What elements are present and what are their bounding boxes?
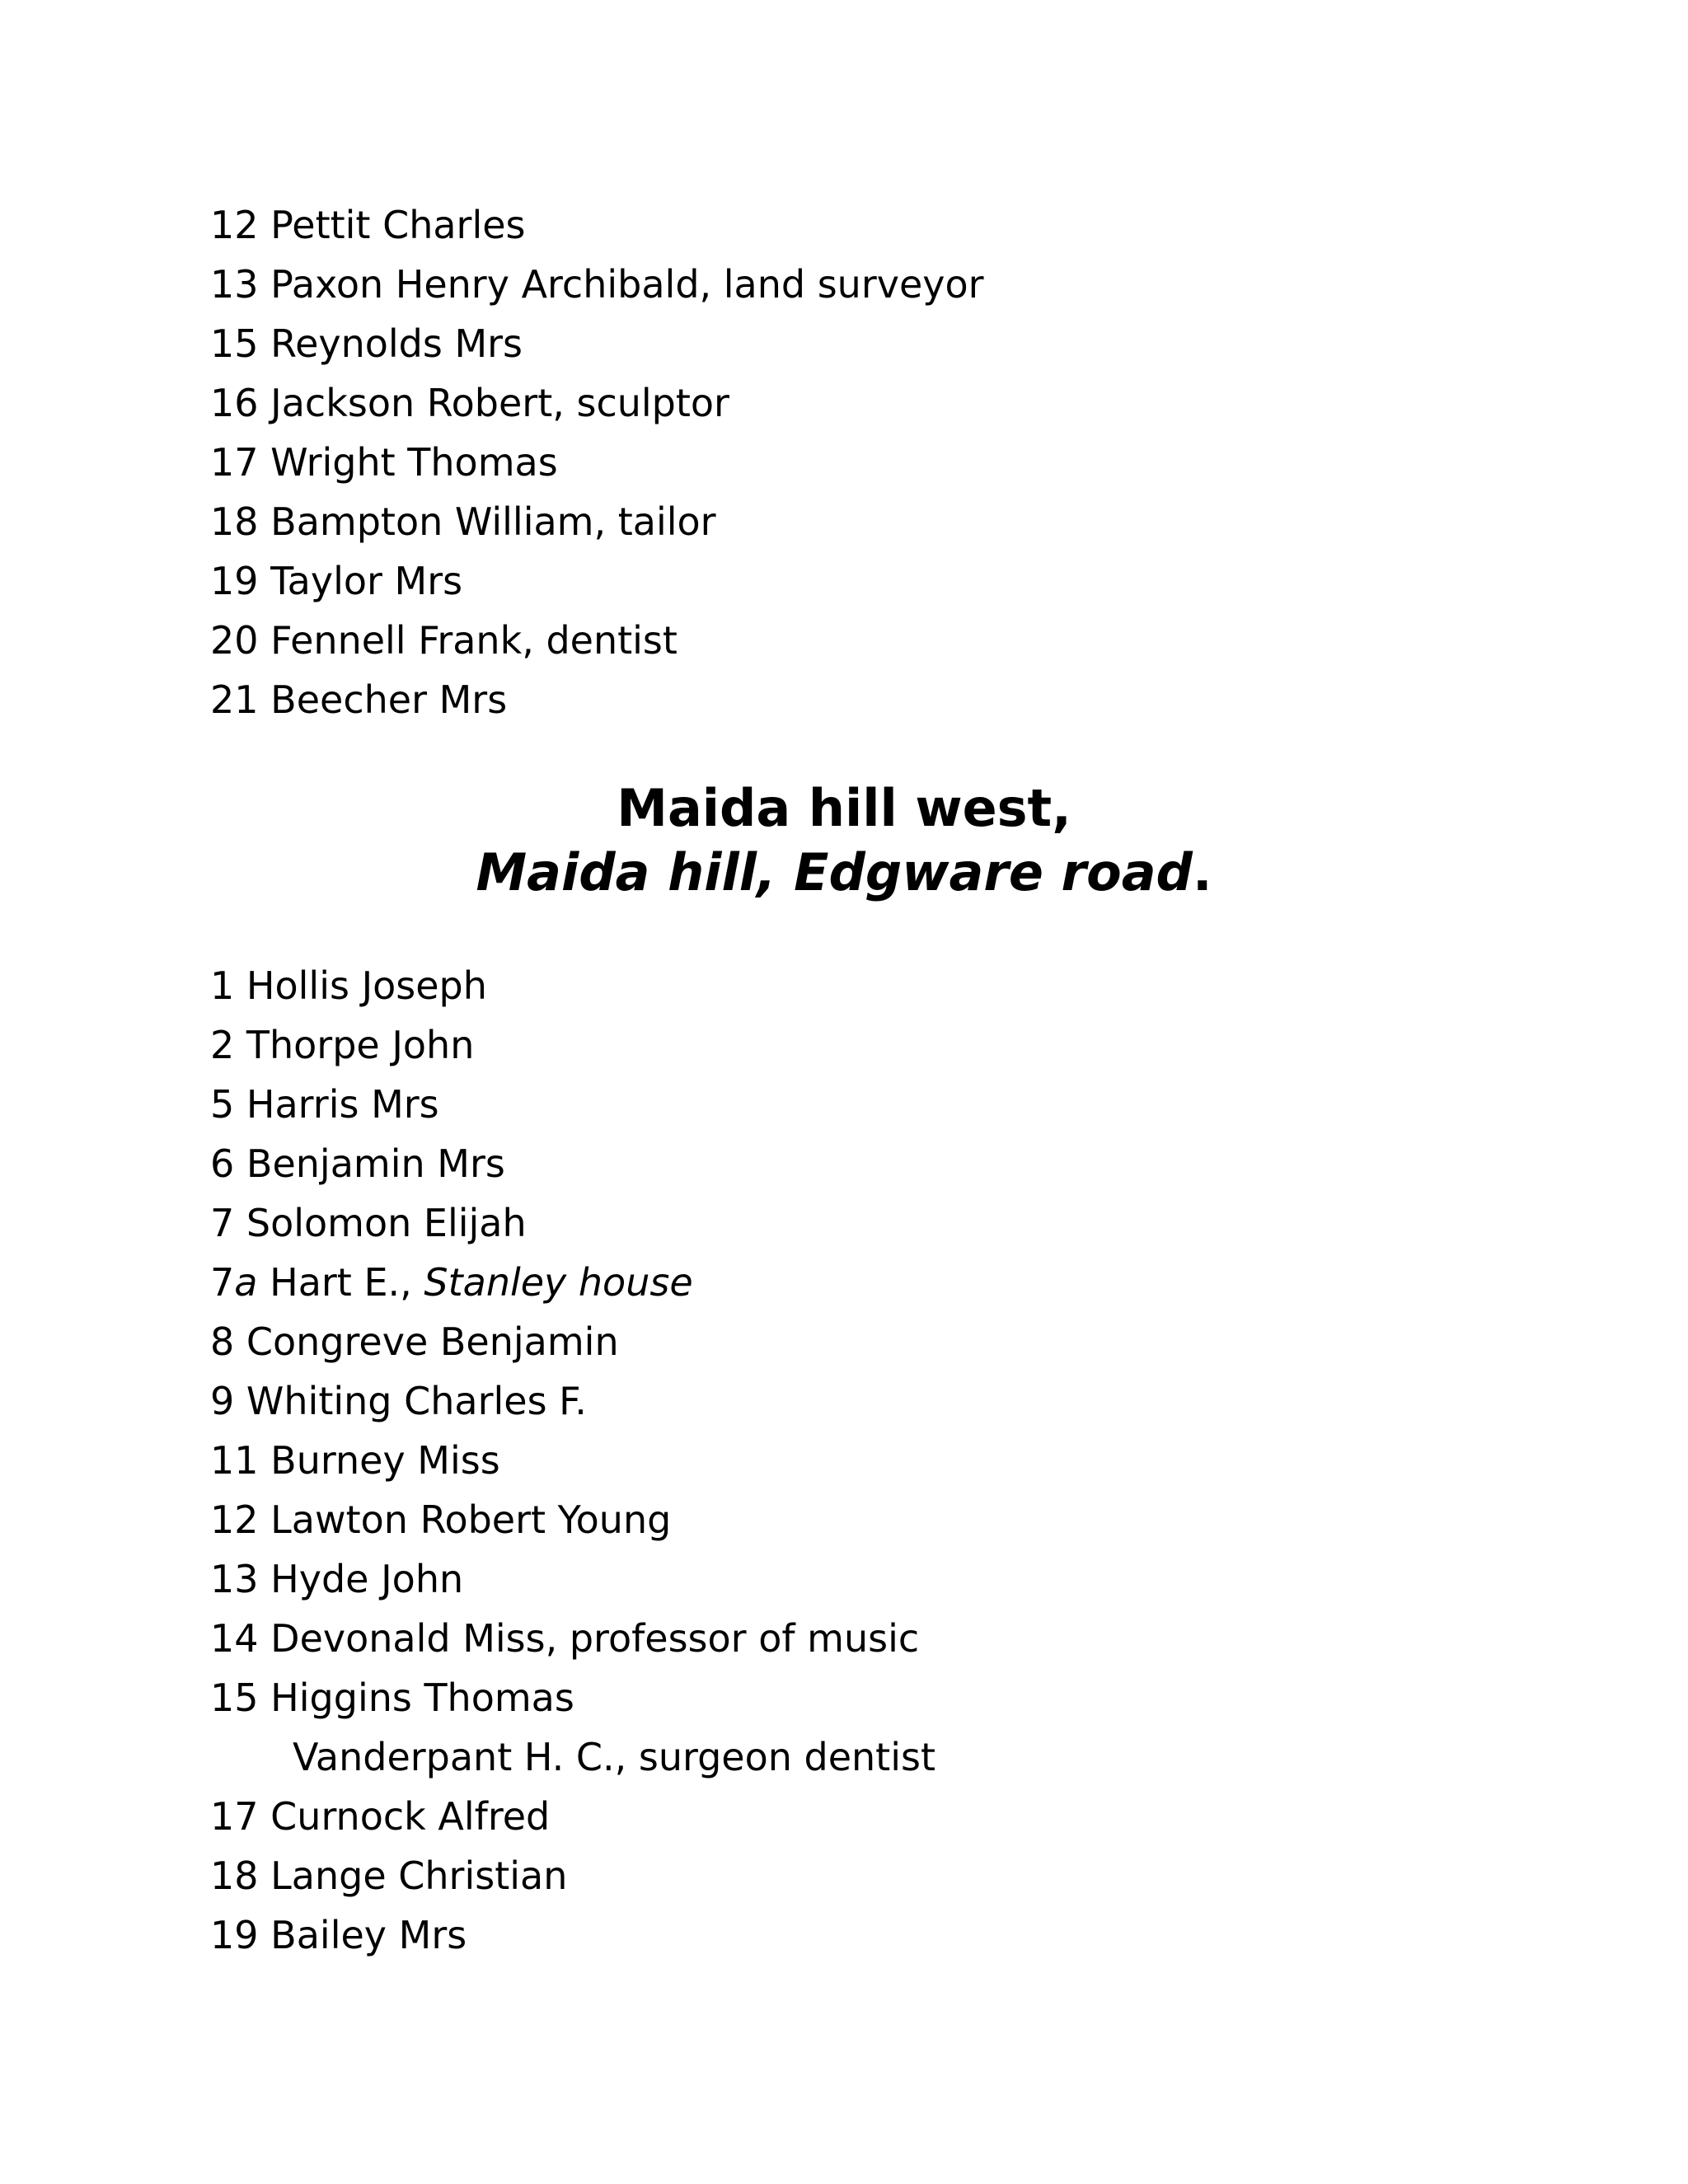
resident-name: Hart E.,	[270, 1260, 424, 1305]
house-number: 13	[210, 262, 259, 307]
list-item	[210, 314, 984, 373]
list-item	[210, 1015, 935, 1075]
house-number: 17	[210, 1794, 259, 1839]
list-item	[210, 1549, 935, 1609]
house-number: 2	[210, 1023, 235, 1067]
list-item	[210, 551, 984, 611]
list-item	[210, 1846, 935, 1905]
resident-name: Pettit Charles	[270, 203, 526, 247]
resident-name: Paxon Henry Archibald, land surveyor	[270, 262, 984, 307]
house-number: 20	[210, 618, 259, 663]
resident-name: Benjamin Mrs	[246, 1141, 505, 1186]
house-number-suffix: a	[234, 1260, 258, 1305]
resident-name: Bailey Mrs	[270, 1913, 467, 1957]
resident-name: Solomon Elijah	[246, 1201, 527, 1245]
list-item	[210, 195, 984, 255]
list-item	[210, 1905, 935, 1965]
list-item-continuation	[210, 1727, 935, 1787]
resident-name: Reynolds Mrs	[270, 321, 523, 366]
house-number: 19	[210, 1913, 259, 1957]
list-item	[210, 1134, 935, 1193]
resident-name: Wright Thomas	[270, 440, 558, 485]
list-item	[210, 611, 984, 670]
list-item	[210, 1668, 935, 1727]
resident-name: Bampton William, tailor	[270, 499, 716, 544]
list-item	[210, 373, 984, 433]
list-item	[210, 1371, 935, 1431]
house-name: Stanley house	[424, 1260, 693, 1305]
house-number: 15	[210, 321, 259, 366]
resident-name: Curnock Alfred	[270, 1794, 551, 1839]
list-item	[210, 956, 935, 1015]
house-number: 21	[210, 677, 259, 722]
house-number: 5	[210, 1082, 235, 1127]
house-number: 15	[210, 1675, 259, 1720]
house-number: 14	[210, 1616, 259, 1661]
list-item	[210, 1312, 935, 1371]
street-heading	[0, 776, 1688, 905]
list-item	[210, 1253, 935, 1312]
resident-name: Taylor Mrs	[270, 559, 463, 603]
resident-name: Hyde John	[270, 1557, 464, 1601]
list-item	[210, 1490, 935, 1549]
list-item	[210, 670, 984, 729]
street-heading-line1: Maida hill west,	[617, 778, 1071, 838]
resident-name: Fennell Frank, dentist	[270, 618, 678, 663]
resident-name: Burney Miss	[270, 1438, 500, 1483]
house-number: 9	[210, 1379, 235, 1423]
list-item	[210, 1193, 935, 1253]
house-number: 18	[210, 1854, 259, 1898]
house-number: 11	[210, 1438, 259, 1483]
list-item	[210, 433, 984, 492]
resident-name: Thorpe John	[246, 1023, 475, 1067]
house-number: 12	[210, 1497, 259, 1542]
resident-name: Vanderpant H. C., surgeon dentist	[293, 1735, 935, 1779]
resident-name: Harris Mrs	[246, 1082, 439, 1127]
resident-name: Higgins Thomas	[270, 1675, 574, 1720]
list-item	[210, 1431, 935, 1490]
list-item	[210, 255, 984, 314]
house-number: 7	[210, 1201, 235, 1245]
house-number: 7	[210, 1260, 235, 1305]
first-entry-list	[210, 195, 984, 729]
house-number: 19	[210, 559, 259, 603]
resident-name: Whiting Charles F.	[246, 1379, 587, 1423]
street-heading-line2	[0, 841, 1688, 905]
list-item	[210, 492, 984, 551]
house-number: 12	[210, 203, 259, 247]
house-number: 16	[210, 381, 259, 425]
house-number: 18	[210, 499, 259, 544]
house-number: 1	[210, 963, 235, 1008]
resident-name: Lawton Robert Young	[270, 1497, 672, 1542]
house-number: 17	[210, 440, 259, 485]
resident-name: Beecher Mrs	[270, 677, 508, 722]
resident-name: Hollis Joseph	[246, 963, 487, 1008]
street-heading-location: Maida hill, Edgware road	[476, 842, 1193, 902]
house-number: 13	[210, 1557, 259, 1601]
house-number: 8	[210, 1319, 235, 1364]
street-heading-period: .	[1192, 842, 1212, 902]
list-item	[210, 1075, 935, 1134]
house-number: 6	[210, 1141, 235, 1186]
list-item	[210, 1609, 935, 1668]
resident-name: Congreve Benjamin	[246, 1319, 619, 1364]
resident-name: Devonald Miss, professor of music	[270, 1616, 920, 1661]
second-entry-list	[210, 956, 935, 1965]
resident-name: Jackson Robert, sculptor	[270, 381, 729, 425]
list-item	[210, 1787, 935, 1846]
resident-name: Lange Christian	[270, 1854, 568, 1898]
